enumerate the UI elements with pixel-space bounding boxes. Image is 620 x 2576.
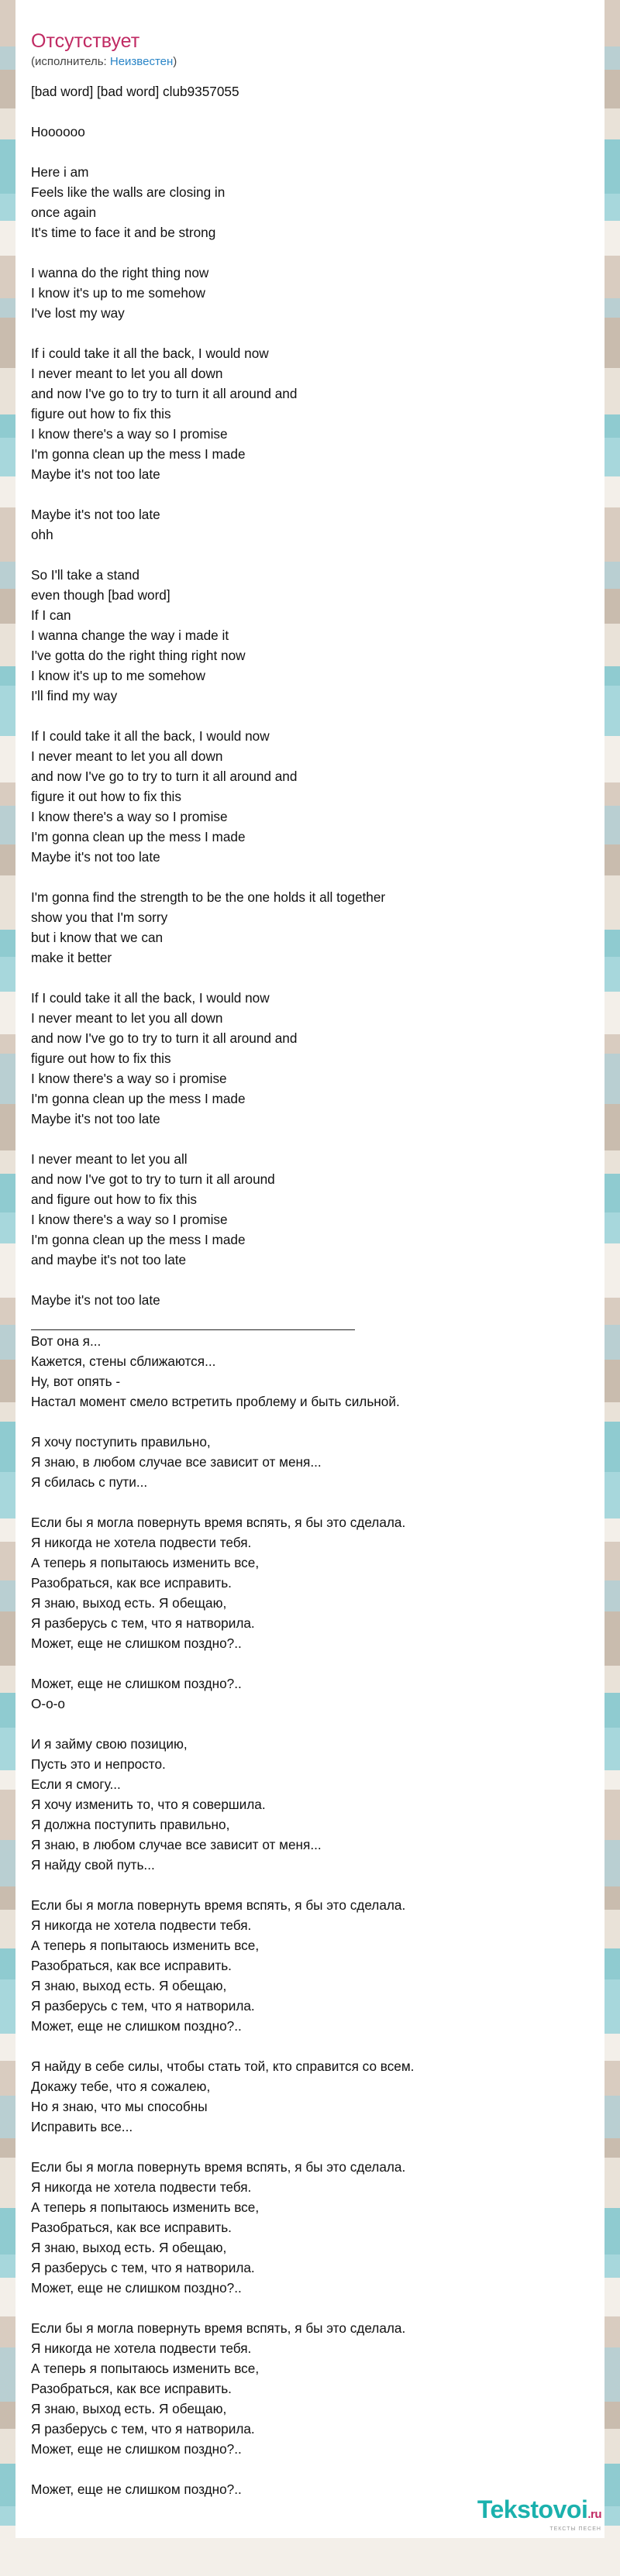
lyric-line: I've lost my way xyxy=(31,305,125,321)
lyric-line: I never meant to let you all down xyxy=(31,1010,223,1026)
lyric-line: А теперь я попытаюсь изменить все, xyxy=(31,2199,260,2215)
logo-tagline: ТЕКСТЫ ПЕСЕН xyxy=(549,2526,601,2532)
performer-close: ) xyxy=(173,55,177,68)
blank-line xyxy=(31,1875,574,1895)
lyric-line: Feels like the walls are closing in xyxy=(31,184,226,200)
lyric-line: Разобраться, как все исправить. xyxy=(31,1575,232,1591)
lyric-line: I never meant to let you all xyxy=(31,1151,188,1167)
lyric-line: Maybe it's not too late xyxy=(31,507,160,522)
logo-wordmark: Tekstovoi.ru xyxy=(477,2495,601,2523)
lyric-line: I'll find my way xyxy=(31,688,118,703)
lyric-line: Может, еще не слишком поздно?.. xyxy=(31,2018,242,2034)
lyric-line: Если бы я могла повернуть время вспять, я бы это сделала. xyxy=(31,1515,406,1530)
lyric-line: even though [bad word] xyxy=(31,587,170,603)
lyric-line: Если бы я могла повернуть время вспять, я бы это сделала. xyxy=(31,2159,406,2175)
lyric-line: I'm gonna clean up the mess I made xyxy=(31,829,246,844)
lyric-line: Может, еще не слишком поздно?.. xyxy=(31,2481,242,2497)
song-title: Отсутствует xyxy=(31,30,140,52)
lyric-line: Я разберусь с тем, что я натворила. xyxy=(31,1998,255,2014)
lyric-line: If I can xyxy=(31,607,71,623)
lyric-line: and figure out how to fix this xyxy=(31,1192,198,1207)
lyric-line: Может, еще не слишком поздно?.. xyxy=(31,2441,242,2457)
blank-line xyxy=(31,2459,574,2479)
lyric-line: Разобраться, как все исправить. xyxy=(31,2381,232,2396)
lyric-line: Maybe it's not too late xyxy=(31,1111,160,1126)
lyric-line: Разобраться, как все исправить. xyxy=(31,1958,232,1973)
lyric-line: and now I've go to try to turn it all around and xyxy=(31,1030,298,1046)
lyric-line: А теперь я попытаюсь изменить все, xyxy=(31,2361,260,2376)
lyric-line: and now I've go to try to turn it all around and xyxy=(31,769,298,784)
lyric-line: Я никогда не хотела подвести тебя. xyxy=(31,1917,252,1933)
blank-line xyxy=(31,706,574,726)
lyric-line: Maybe it's not too late xyxy=(31,849,160,865)
lyric-line: Пусть это и непросто. xyxy=(31,1756,166,1772)
lyric-line: once again xyxy=(31,205,97,220)
lyric-line: and maybe it's not too late xyxy=(31,1252,187,1267)
performer-label: (исполнитель: xyxy=(31,55,110,68)
lyric-line: Here i am xyxy=(31,164,89,180)
lyric-line: Я знаю, выход есть. Я обещаю, xyxy=(31,2240,227,2255)
lyric-line: I know it's up to me somehow xyxy=(31,668,205,683)
blank-line xyxy=(31,1714,574,1734)
lyric-line: Вот она я... xyxy=(31,1333,102,1349)
lyric-line: Исправить все... xyxy=(31,2119,133,2134)
lyric-line: [bad word] [bad word] club9357055 xyxy=(31,84,239,99)
lyric-line: Но я знаю, что мы способны xyxy=(31,2099,208,2114)
lyric-line: I wanna change the way i made it xyxy=(31,628,229,643)
blank-line xyxy=(31,1492,574,1512)
lyric-line: Если я смогу... xyxy=(31,1776,121,1792)
lyric-line: А теперь я попытаюсь изменить все, xyxy=(31,1555,260,1570)
lyric-line: Если бы я могла повернуть время вспять, я бы это сделала. xyxy=(31,2320,406,2336)
blank-line xyxy=(31,484,574,504)
lyric-line: show you that I'm sorry xyxy=(31,910,168,925)
lyric-line: Я никогда не хотела подвести тебя. xyxy=(31,2340,252,2356)
blank-line xyxy=(31,1129,574,1149)
lyric-line: Я никогда не хотела подвести тебя. xyxy=(31,1535,252,1550)
blank-line xyxy=(31,1412,574,1432)
lyric-line: Я хочу изменить то, что я совершила. xyxy=(31,1797,266,1812)
lyric-line: I'm gonna clean up the mess I made xyxy=(31,1091,246,1106)
lyric-line: Я знаю, выход есть. Я обещаю, xyxy=(31,1978,227,1993)
blank-line xyxy=(31,323,574,343)
performer-link[interactable]: Неизвестен xyxy=(109,55,174,68)
lyric-line: Я хочу поступить правильно, xyxy=(31,1434,211,1450)
blank-line xyxy=(31,242,574,263)
lyric-line: Может, еще не слишком поздно?.. xyxy=(31,1635,242,1651)
blank-line xyxy=(31,101,574,122)
lyric-line: Я знаю, выход есть. Я обещаю, xyxy=(31,2401,227,2416)
blank-line xyxy=(31,2036,574,2056)
lyric-line: Может, еще не слишком поздно?.. xyxy=(31,2280,242,2296)
lyric-line: I know it's up to me somehow xyxy=(31,285,205,301)
lyric-line: Я разберусь с тем, что я натворила. xyxy=(31,2421,255,2437)
lyric-line: Я знаю, в любом случае все зависит от меня... xyxy=(31,1837,322,1852)
site-logo[interactable] xyxy=(477,2496,601,2532)
lyric-line: make it better xyxy=(31,950,112,965)
lyric-line: figure out how to fix this xyxy=(31,1051,171,1066)
lyric-line: and now I've got to try to turn it all around xyxy=(31,1171,275,1187)
lyric-line: О-о-о xyxy=(31,1696,65,1711)
blank-line xyxy=(31,2298,574,2318)
lyric-line: Докажу тебе, что я сожалею, xyxy=(31,2079,211,2094)
lyric-line: I know there's a way so I promise xyxy=(31,1212,228,1227)
lyric-line: If I could take it all the back, I would now xyxy=(31,990,270,1006)
lyrics-text xyxy=(31,81,574,2499)
lyric-line: Если бы я могла повернуть время вспять, я бы это сделала. xyxy=(31,1897,406,1913)
lyric-line: И я займу свою позицию, xyxy=(31,1736,188,1752)
lyric-line: Я найду свой путь... xyxy=(31,1857,155,1873)
lyric-line: I'm gonna find the strength to be the one holds it all together xyxy=(31,889,386,905)
lyric-line: Я знаю, в любом случае все зависит от меня... xyxy=(31,1454,322,1470)
lyric-line: and now I've go to try to turn it all around and xyxy=(31,386,298,401)
lyric-line: Я разберусь с тем, что я натворила. xyxy=(31,1615,255,1631)
lyric-line: Я никогда не хотела подвести тебя. xyxy=(31,2179,252,2195)
lyric-line: Maybe it's not too late xyxy=(31,1292,160,1308)
lyric-line: Я знаю, выход есть. Я обещаю, xyxy=(31,1595,227,1611)
lyric-line: It's time to face it and be strong xyxy=(31,225,216,240)
lyrics-separator xyxy=(31,1310,355,1330)
performer-line xyxy=(31,55,177,69)
blank-line xyxy=(31,1653,574,1673)
lyric-line: I wanna do the right thing now xyxy=(31,265,209,280)
lyric-line: I never meant to let you all down xyxy=(31,748,223,764)
lyric-line: Maybe it's not too late xyxy=(31,466,160,482)
lyric-line: Hoooooo xyxy=(31,124,85,139)
lyric-line: Я должна поступить правильно, xyxy=(31,1817,230,1832)
blank-line xyxy=(31,2137,574,2157)
lyric-line: figure it out how to fix this xyxy=(31,789,181,804)
lyric-line: If i could take it all the back, I would now xyxy=(31,346,269,361)
lyric-line: I know there's a way so i promise xyxy=(31,1071,227,1086)
lyric-line: Ну, вот опять - xyxy=(31,1374,121,1389)
blank-line xyxy=(31,545,574,565)
lyric-line: but i know that we can xyxy=(31,930,164,945)
lyric-line: I'm gonna clean up the mess I made xyxy=(31,446,246,462)
blank-line xyxy=(31,1270,574,1290)
lyric-line: Разобраться, как все исправить. xyxy=(31,2220,232,2235)
lyric-line: ohh xyxy=(31,527,53,542)
lyric-line: I never meant to let you all down xyxy=(31,366,223,381)
lyric-line: А теперь я попытаюсь изменить все, xyxy=(31,1938,260,1953)
lyric-line: Я разберусь с тем, что я натворила. xyxy=(31,2260,255,2275)
blank-line xyxy=(31,142,574,162)
lyric-line: figure out how to fix this xyxy=(31,406,171,421)
lyric-line: Я сбилась с пути... xyxy=(31,1474,148,1490)
lyric-line: Настал момент смело встретить проблему и быть сильной. xyxy=(31,1394,400,1409)
lyric-line: I know there's a way so I promise xyxy=(31,809,228,824)
lyric-line: I'm gonna clean up the mess I made xyxy=(31,1232,246,1247)
blank-line xyxy=(31,867,574,887)
lyric-line: Я найду в себе силы, чтобы стать той, кто справится со всем. xyxy=(31,2058,415,2074)
lyrics-page xyxy=(16,0,604,2538)
lyric-line: I've gotta do the right thing right now xyxy=(31,648,246,663)
lyric-line: Может, еще не слишком поздно?.. xyxy=(31,1676,242,1691)
blank-line xyxy=(31,968,574,988)
lyric-line: Кажется, стены сближаются... xyxy=(31,1353,216,1369)
lyric-line: If I could take it all the back, I would now xyxy=(31,728,270,744)
lyric-line: So I'll take a stand xyxy=(31,567,140,583)
lyric-line: I know there's a way so I promise xyxy=(31,426,228,442)
